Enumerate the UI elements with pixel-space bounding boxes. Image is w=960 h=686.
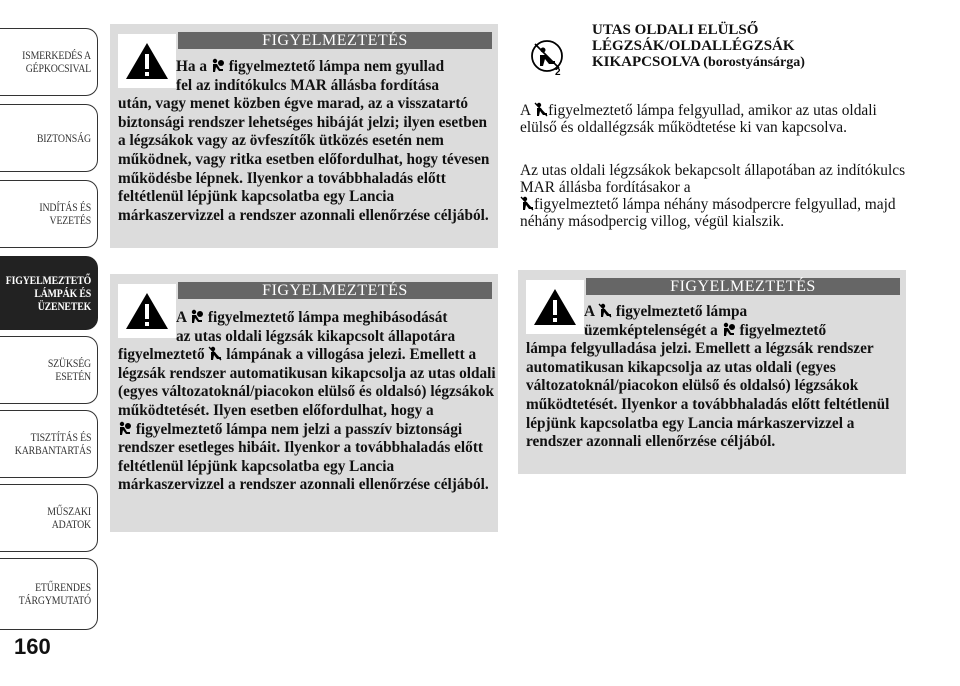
airbag-warning-icon: [211, 58, 225, 73]
airbag-warning-icon: [118, 421, 132, 436]
sidebar-tab-maintenance[interactable]: TISZTÍTÁS ÉS KARBANTARTÁS: [0, 410, 98, 478]
sidebar-tab-getting-started[interactable]: ISMERKEDÉS A GÉPKOCSIVAL: [0, 28, 98, 96]
sidebar-tab-safety[interactable]: BIZTONSÁG: [0, 104, 98, 172]
section-heading: UTAS OLDALI ELÜLSŐ LÉGZSÁK/OLDALLÉGZSÁK KIKAPCSOLVA (borostyánsárga): [592, 22, 805, 70]
sidebar-tab-technical-data[interactable]: MŰSZAKI ADATOK: [0, 484, 98, 552]
airbag-warning-icon: [190, 309, 204, 324]
passenger-airbag-off-icon: [208, 346, 222, 361]
passenger-airbag-off-icon: [534, 102, 548, 117]
page-number: 160: [14, 634, 51, 659]
airbag-warning-icon: [722, 322, 736, 337]
sidebar-tab-warning-lights[interactable]: FIGYELMEZTETŐ LÁMPÁK ÉS ÜZENETEK: [0, 256, 98, 330]
sidebar-tab-index[interactable]: ETŰRENDES TÁRGYMUTATÓ: [0, 558, 98, 630]
paragraph-1: A figyelmeztető lámpa felgyullad, amikor az utas oldali elülső és oldallégzsák működtetése ki van kapcsolva.: [520, 102, 877, 136]
svg-text:2: 2: [555, 67, 561, 78]
warning-title: FIGYELMEZTETÉS: [178, 32, 492, 49]
sidebar-tab-emergency[interactable]: SZÜKSÉG ESETÉN: [0, 336, 98, 404]
warning-title: FIGYELMEZTETÉS: [178, 282, 492, 299]
warning-box-2: FIGYELMEZTETÉS A figyelmeztető lámpa meghibásodását az utas oldali légzsák kikapcsolt állapotára figyelmeztető lámpának a villogása jelezi. Emellett a légzsák rendszer automatikusan kikapcsolja az utas oldali (egyes változatoknál/piacokon elülső és oldalsó) légzsákok működtetését. Ilyen esetben előfordulhat, hogy a figyelmeztető lámpa nem jelzi a passzív biztonsági rendszer esetleges hibáit. Ilyenkor a továbbhaladás előtt feltétlenül lépjünk kapcsolatba egy Lancia márkaszervizzel a rendszer azonnali ellenőrzése céljából.: [110, 274, 498, 532]
passenger-airbag-off-icon: [598, 303, 612, 318]
warning-box-1: FIGYELMEZTETÉS Ha a figyelmeztető lámpa nem gyullad fel az indítókulcs MAR állásba fordítása után, vagy menet közben égve marad, az a visszatartó biztonsági rendszer lehetséges hibáját jelzi; ilyen esetben a légzsákok vagy az övfeszítők ütközés esetén nem működnek, vagy ritka esetben előfordulhat, hogy tévesen működésbe lépnek. Ilyenkor a továbbhaladás előtt feltétlenül lépjünk kapcsolatba egy Lancia márkaszervizzel a rendszer azonnali ellenőrzése céljából.: [110, 24, 498, 248]
passenger-airbag-off-icon: [520, 196, 534, 211]
warning-box-3: FIGYELMEZTETÉS A figyelmeztető lámpa üzemképtelenségét a figyelmeztető lámpa felgyulladása jelzi. Emellett a légzsák rendszer automatikusan kikapcsolja az utas oldali (egyes változatoknál/piacokon elülső és oldalsó) légzsákok működtetését. Ilyenkor a továbbhaladás előtt feltétlenül lépjünk kapcsolatba egy Lancia márkaszervizzel a rendszer azonnali ellenőrzése céljából.: [518, 270, 906, 474]
paragraph-2: Az utas oldali légzsákok bekapcsolt állapotában az indítókulcs MAR állásba fordításakor a figyelmeztető lámpa néhány másodpercre felgyullad, majd néhány másodpercig villog, végül kialszik.: [520, 162, 906, 230]
sidebar-tab-starting-driving[interactable]: INDÍTÁS ÉS VEZETÉS: [0, 180, 98, 248]
passenger-airbag-off-icon: [521, 28, 581, 88]
warning-title: FIGYELMEZTETÉS: [586, 278, 900, 295]
